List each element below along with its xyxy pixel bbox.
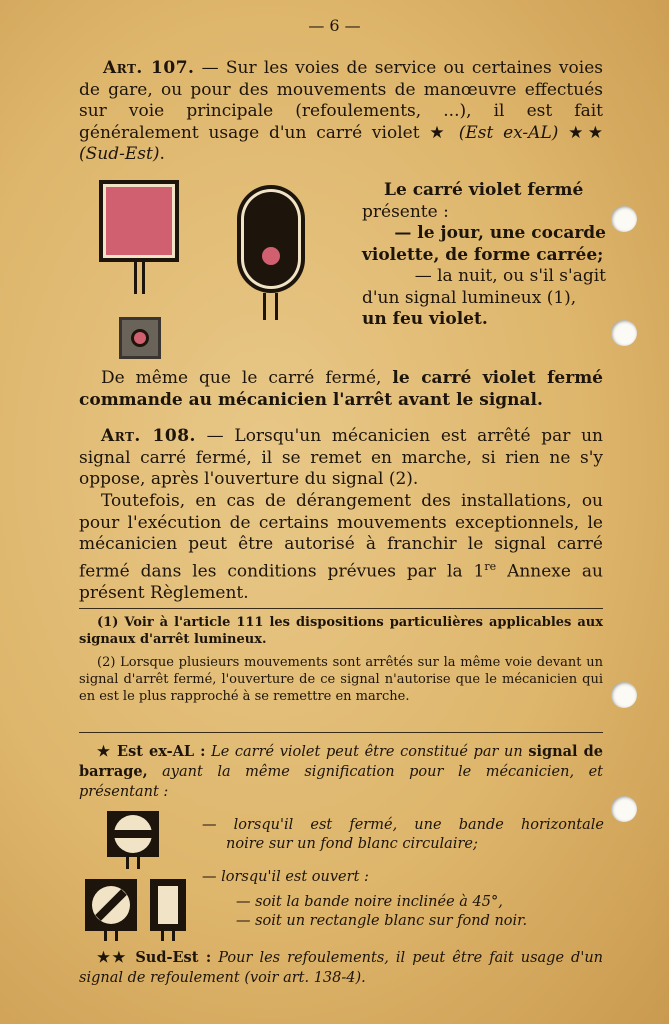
annex-divider xyxy=(79,732,603,733)
barrage-inclined-icon xyxy=(82,876,142,942)
light-signal-icon xyxy=(234,182,310,322)
desc-line-6: d'un signal lumineux (1), xyxy=(362,287,577,308)
violet-square-board-icon xyxy=(97,178,187,298)
binder-hole-icon xyxy=(611,320,637,346)
art-108-label: Art. 108. xyxy=(101,426,196,446)
footnote-2: (2) Lorsque plusieurs mouvements sont arrêtés sur la même voie devant un signal d'arrêt fermé, l'ouverture de ce signal n'autorise que le mécanicien qui en est le plus rapproché à se remettre en marche. xyxy=(79,655,603,704)
violet-description xyxy=(362,180,606,331)
item-inclined: — soit la bande noire inclinée à 45°, xyxy=(236,894,503,910)
art-107-paragraph xyxy=(79,58,603,166)
binder-hole-icon xyxy=(611,796,637,822)
art-107-text: — Sur les voies de service ou certaines voies de gare, ou pour des mouvements de manœuvre effectués sur voie principale (refoulements, ...), il est fait généralement usage d'un carré violet xyxy=(79,58,603,143)
art-108-p2-end: Annexe au présent Règlement. xyxy=(79,561,603,603)
double-star-marker: ★★ xyxy=(558,122,603,143)
sud-est-text: Pour les refoulements, il peut être fait usage d'un signal de refoulement (voir art. 138-4). xyxy=(79,950,603,986)
desc-line-5: — la nuit, ou s'il s'agit xyxy=(414,266,606,286)
desc-line-3: — le jour, une cocarde xyxy=(394,223,606,243)
est-al-label: ★ Est ex-AL : xyxy=(97,743,206,760)
ref-sud-est: (Sud-Est) xyxy=(79,144,160,164)
de-meme-bold: le carré violet fermé commande au mécanicien l'arrêt avant le signal. xyxy=(79,368,603,410)
est-items xyxy=(202,816,604,931)
footnote-divider xyxy=(79,608,603,609)
est-al-bold: signal de barrage, xyxy=(79,743,603,780)
sud-est-label: ★★ Sud-Est : xyxy=(97,949,212,966)
item-closed-b: noire sur un fond blanc circulaire; xyxy=(226,836,478,852)
binder-hole-icon xyxy=(611,682,637,708)
desc-line-1: Le carré violet fermé xyxy=(384,180,584,200)
item-open: — lorsqu'il est ouvert : xyxy=(202,869,369,885)
art-108-paragraph xyxy=(79,426,603,491)
ref-est-al: (Est ex-AL) xyxy=(458,122,559,143)
art-108-text: — Lorsqu'un mécanicien est arrêté par un signal carré fermé, il se remet en marche, si rien ne s'y oppose, après l'ouverture du signal (2). xyxy=(79,426,604,489)
est-al-paragraph xyxy=(79,742,603,802)
item-rectangle: — soit un rectangle blanc sur fond noir. xyxy=(236,913,528,929)
period: . xyxy=(159,144,165,164)
desc-line-2: présente : xyxy=(362,201,449,222)
art-108-second-paragraph xyxy=(79,491,603,604)
binder-hole-icon xyxy=(611,206,637,232)
page-number: — 6 — xyxy=(308,16,361,35)
sud-est-paragraph xyxy=(79,948,603,988)
de-meme-text: De même que le carré fermé, xyxy=(101,368,393,388)
barrage-rectangle-icon xyxy=(148,876,190,942)
art-108-p2: Toutefois, en cas de dérangement des installations, ou pour l'exécution de certains mouvements exceptionnels, le mécanicien peut être autorisé à franchir le signal carré fermé dans les conditions prévues par la 1 xyxy=(79,491,603,582)
est-al-text-2: ayant la même signification pour le mécanicien, et présentant : xyxy=(79,764,603,800)
de-meme-paragraph xyxy=(79,368,603,411)
star-marker: ★ xyxy=(429,122,459,143)
barrage-closed-icon xyxy=(104,808,164,870)
footnote-1: (1) Voir à l'article 111 les dispositions particulières applicables aux signaux d'arrêt lumineux. xyxy=(79,615,603,647)
desc-line-7: un feu violet. xyxy=(362,309,488,329)
desc-line-4: violette, de forme carrée; xyxy=(362,244,604,265)
item-closed-a: — lorsqu'il est fermé, une bande horizontale xyxy=(202,817,604,833)
superscript-re: re xyxy=(484,559,497,573)
art-107-label: Art. 107. xyxy=(103,58,195,78)
est-al-text-1: Le carré violet peut être constitué par un xyxy=(205,744,529,760)
small-violet-light-icon xyxy=(118,316,164,360)
